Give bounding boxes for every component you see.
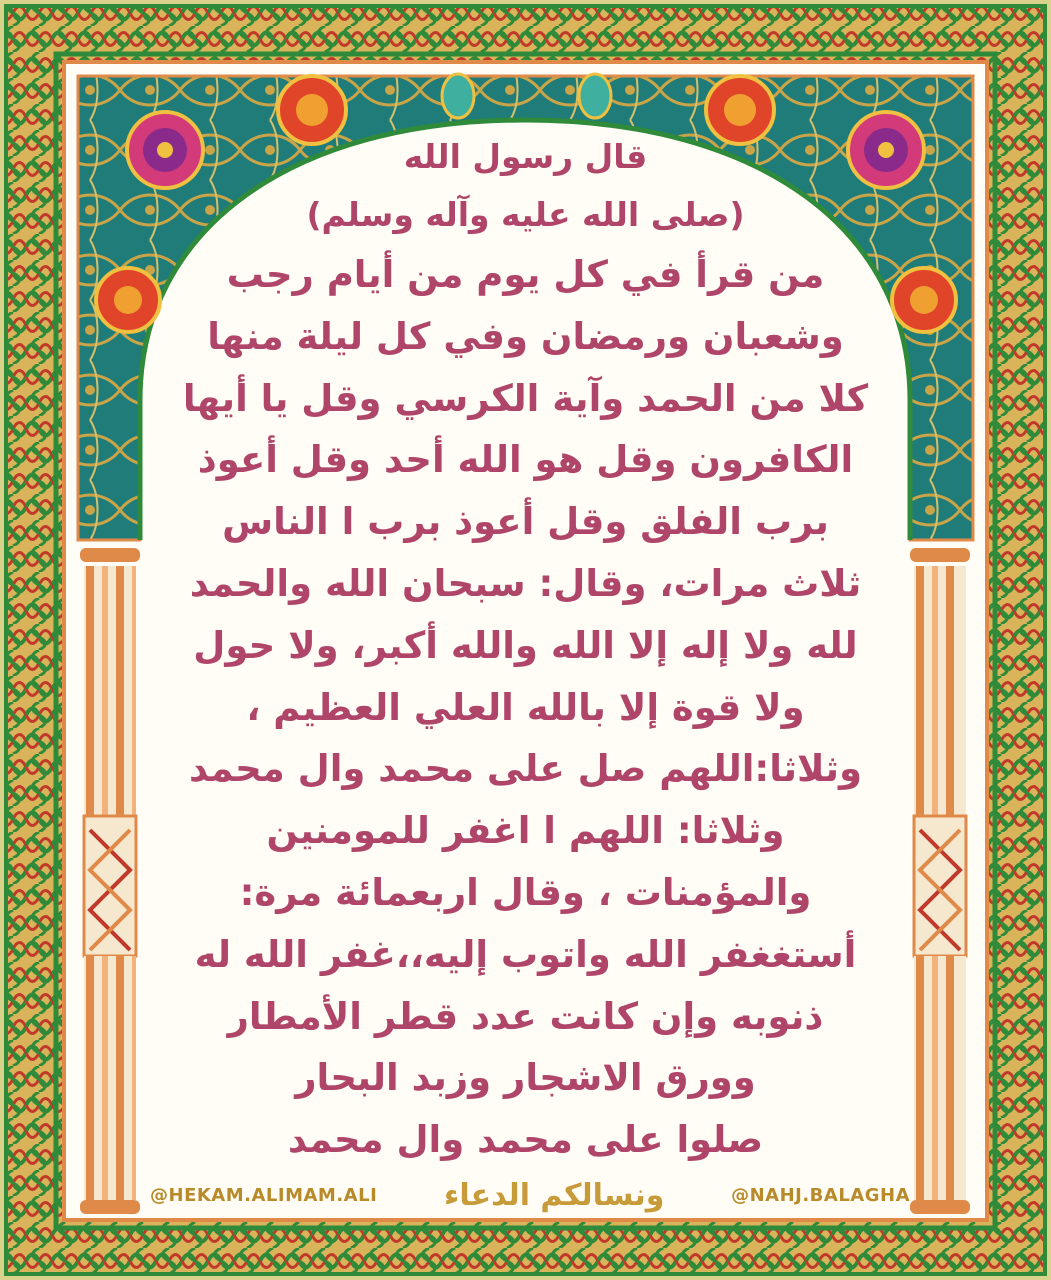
poem-line: أستغغفر الله واتوب إليه،،غفر الله له [194,932,857,976]
poem-line: برب الفلق وقل أعوذ برب ا الناس [222,500,829,544]
poem-line: ذنوبه وإن كانت عدد قطر الأمطار [227,994,824,1038]
poem-line: والمؤمنات ، وقال اربعمائة مرة: [239,870,812,914]
poem-line: وورق الاشجار وزبد البحار [295,1056,756,1100]
poem-line: كلا من الحمد وآية الكرسي وقل يا أيها [182,376,869,420]
poem-line: ثلاث مرات، وقال: سبحان الله والحمد [189,561,862,605]
poem-line: صلوا على محمد وال محمد [287,1118,764,1162]
handle-right: @NAHJ.BALAGHA [731,1184,910,1206]
poem-line: وثلاثا:اللهم صل على محمد وال محمد [189,747,862,791]
poem-line: وثلاثا: اللهم ا اغفر للمومنين [266,809,785,853]
poem-line: لله ولا إله إلا الله والله أكبر، ولا حول [193,623,858,667]
hadith-text [130,128,921,1171]
poem-line: ولا قوة إلا بالله العلي العظيم ، [246,685,805,729]
handle-left: @HEKAM.ALIMAM.ALI [150,1184,378,1206]
poem-line: من قرأ في كل يوم من أيام رجب [226,253,825,296]
footer [150,1170,910,1220]
closing-text: ونسالكم الدعاء [444,1177,665,1213]
poem-line: الكافرون وقل هو الله أحد وقل أعوذ [197,438,854,482]
poem-line: (صلى الله عليه وآله وسلم) [306,195,745,234]
poem-line: قال رسول الله [403,137,648,176]
poem-line: وشعبان ورمضان وفي كل ليلة منها [207,314,844,358]
